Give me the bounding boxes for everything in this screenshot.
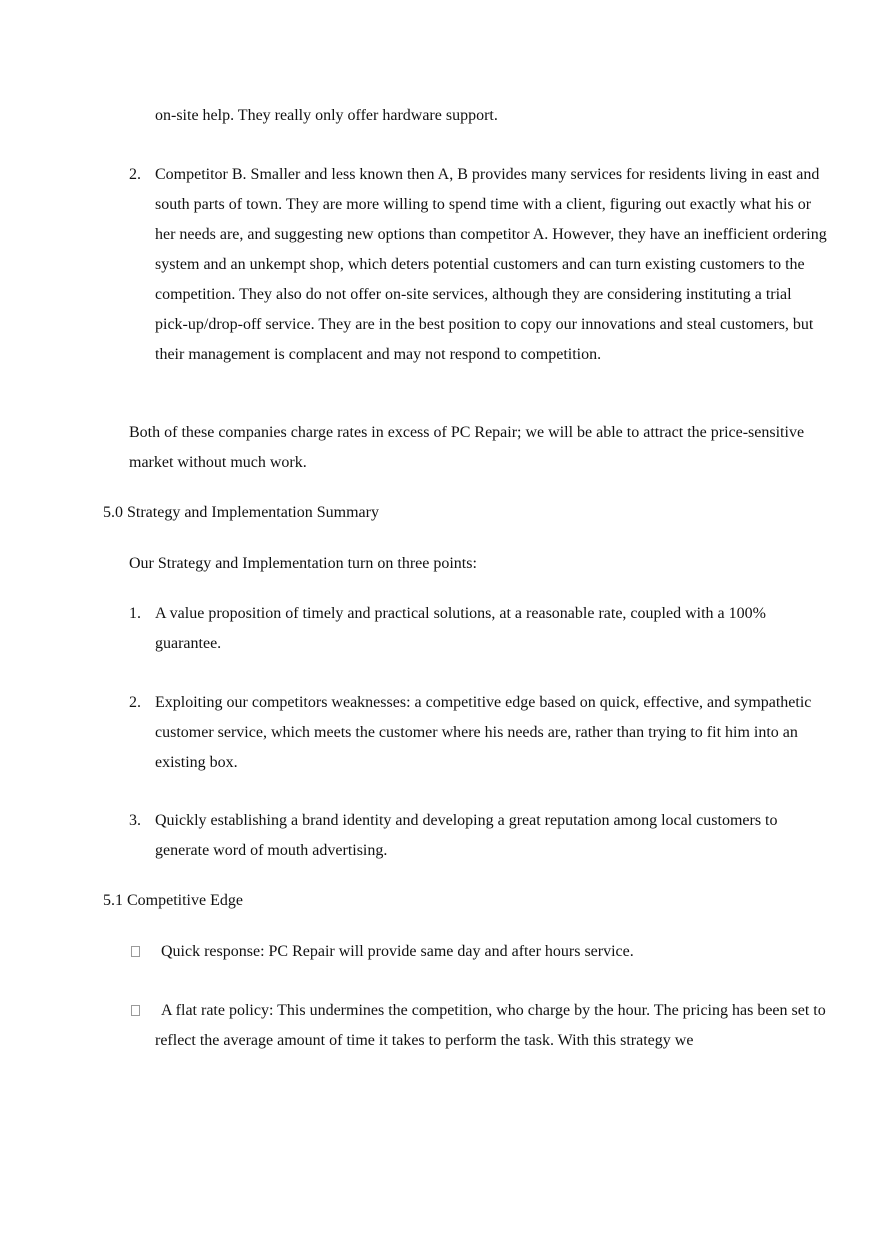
list-number: 1. [129,605,141,622]
list-number: 2. [129,694,141,711]
section-heading-5-0: 5.0 Strategy and Implementation Summary [103,504,379,521]
bullet-icon [131,1005,140,1016]
continuation-paragraph: on-site help. They really only offer hardware support. [155,107,498,124]
bullet-icon [131,946,140,957]
competitive-edge-bullet: Quick response: PC Repair will provide same day and after hours service. [161,943,634,960]
strategy-point: Exploiting our competitors weaknesses: a competitive edge based on quick, effective, and sympathetic customer service, which meets the customer where his needs are, rather than trying to fit him into an existing box. [155,694,812,771]
list-number: 2. [129,166,141,183]
both-companies-paragraph: Both of these companies charge rates in excess of PC Repair; we will be able to attract the price-sensitive market without much work. [129,424,805,471]
strategy-point: A value proposition of timely and practical solutions, at a reasonable rate, coupled with a 100% guarantee. [155,605,766,652]
competitive-edge-bullet: A flat rate policy: This undermines the competition, who charge by the hour. The pricing has been set to reflect the average amount of time it takes to perform the task. With this strategy we [155,1002,826,1049]
strategy-point: Quickly establishing a brand identity and developing a great reputation among local customers to generate word of mouth advertising. [155,812,778,859]
competitor-b-paragraph: Competitor B. Smaller and less known then A, B provides many services for residents living in east and south parts of town. They are more willing to spend time with a client, figuring out exactly what his or her needs are, and suggesting new options than competitor A. However, they have an inefficient ordering system and an unkempt shop, which deters potential customers and can turn existing customers to the competition. They also do not offer on-site services, although they are considering instituting a trial pick-up/drop-off service. They are in the best position to copy our innovations and steal customers, but their management is complacent and may not respond to competition. [155,166,827,363]
list-number: 3. [129,812,141,829]
strategy-intro: Our Strategy and Implementation turn on three points: [129,555,477,572]
section-heading-5-1: 5.1 Competitive Edge [103,892,243,909]
